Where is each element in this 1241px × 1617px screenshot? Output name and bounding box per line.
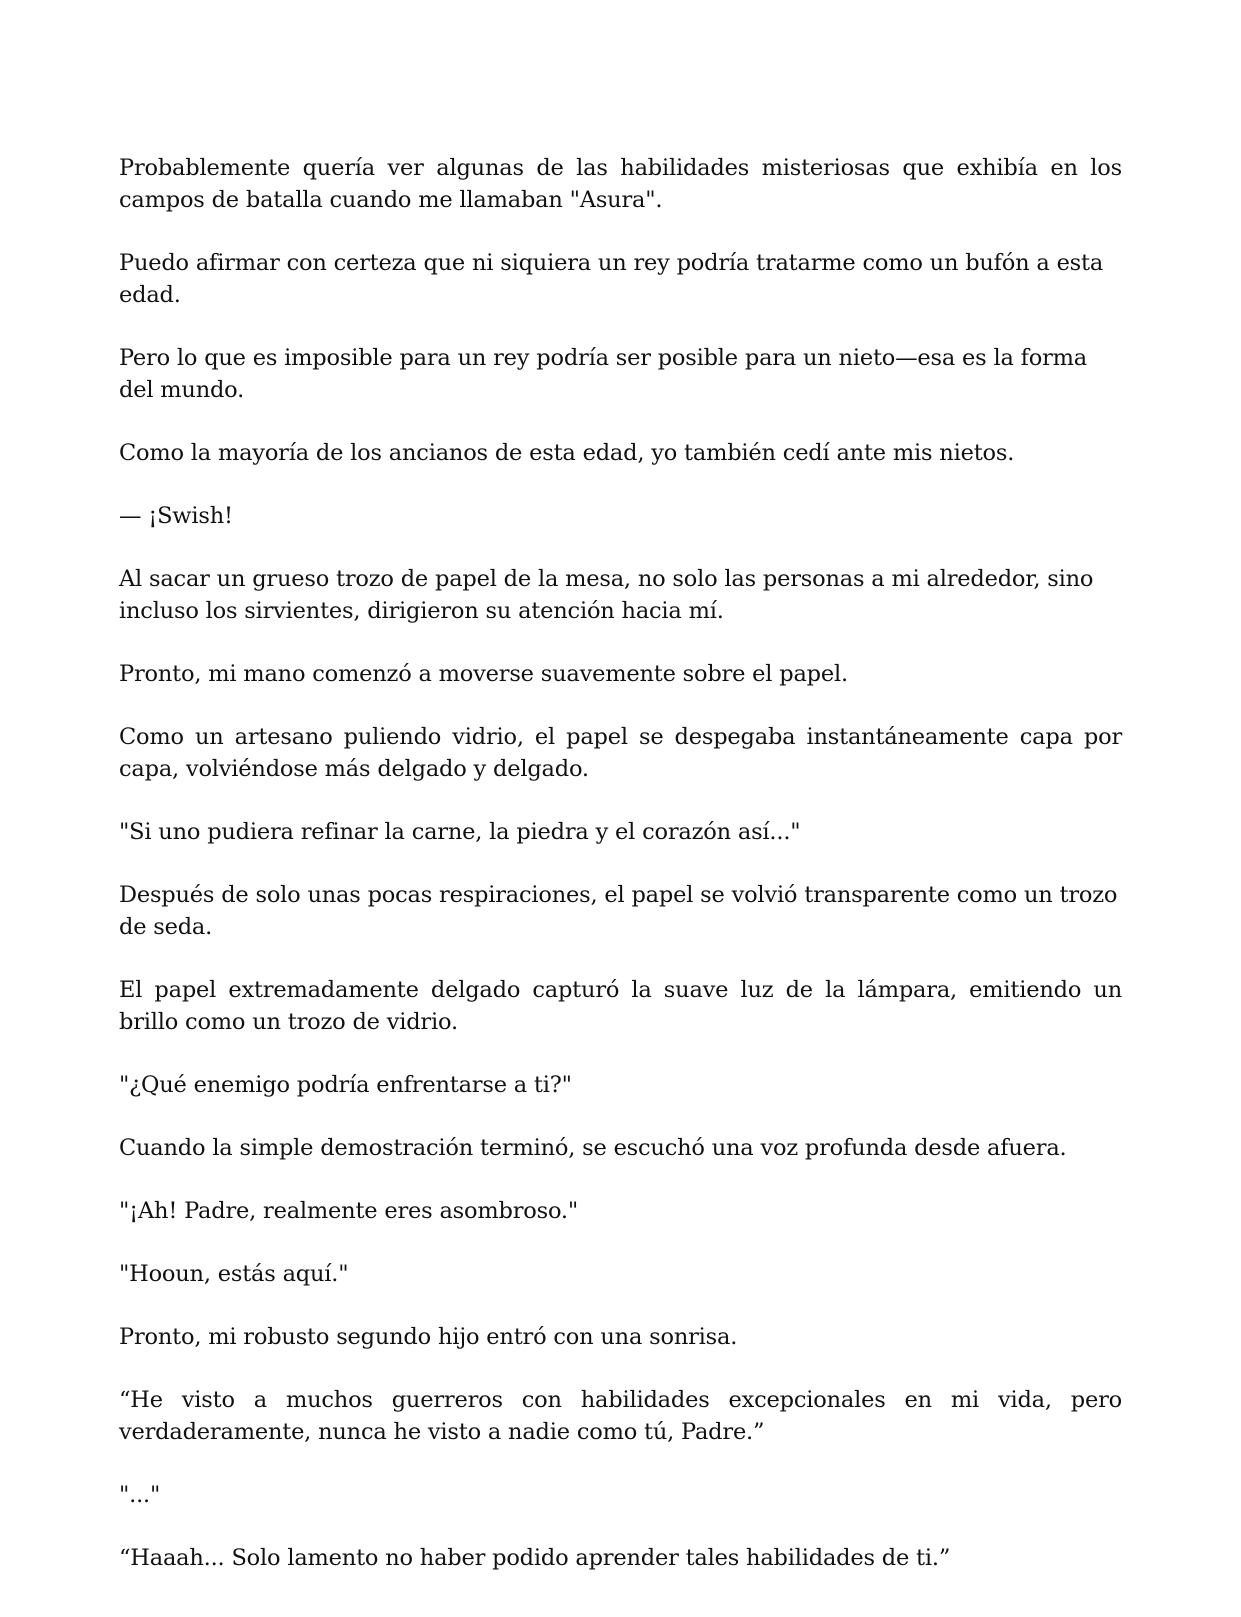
- document-page: [119, 152, 1122, 1605]
- paragraph-13: Cuando la simple demostración terminó, se escuchó una voz profunda desde afuera.: [119, 1135, 1067, 1161]
- paragraph-14: "¡Ah! Padre, realmente eres asombroso.": [119, 1198, 579, 1224]
- paragraph-7: Pronto, mi mano comenzó a moverse suavemente sobre el papel.: [119, 661, 848, 687]
- paragraph-19: “Haaah... Solo lamento no haber podido aprender tales habilidades de ti.”: [119, 1545, 951, 1571]
- paragraph-10: Después de solo unas pocas respiraciones, el papel se volvió transparente como un trozo de seda.: [119, 882, 1118, 940]
- paragraph-12: "¿Qué enemigo podría enfrentarse a ti?": [119, 1072, 572, 1098]
- paragraph-2: Puedo afirmar con certeza que ni siquiera un rey podría tratarme como un bufón a esta edad.: [119, 250, 1104, 308]
- paragraph-1: Probablemente quería ver algunas de las habilidades misteriosas que exhibía en los campos de batalla cuando me llamaban "Asura".: [119, 155, 1122, 213]
- paragraph-16: Pronto, mi robusto segundo hijo entró con una sonrisa.: [119, 1324, 738, 1350]
- paragraph-18: "...": [119, 1482, 161, 1508]
- paragraph-4: Como la mayoría de los ancianos de esta edad, yo también cedí ante mis nietos.: [119, 440, 1015, 466]
- paragraph-17: “He visto a muchos guerreros con habilidades excepcionales en mi vida, pero verdaderamente, nunca he visto a nadie como tú, Padre.”: [119, 1387, 1122, 1445]
- paragraph-15: "Hooun, estás aquí.": [119, 1261, 349, 1287]
- paragraph-5: — ¡Swish!: [119, 503, 233, 529]
- paragraph-6: Al sacar un grueso trozo de papel de la mesa, no solo las personas a mi alrededor, sino incluso los sirvientes, dirigieron su atención hacia mí.: [119, 566, 1094, 624]
- paragraph-9: "Si uno pudiera refinar la carne, la piedra y el corazón así...": [119, 819, 801, 845]
- paragraph-3: Pero lo que es imposible para un rey podría ser posible para un nieto—esa es la forma del mundo.: [119, 345, 1088, 403]
- paragraph-11: El papel extremadamente delgado capturó la suave luz de la lámpara, emitiendo un brillo como un trozo de vidrio.: [119, 977, 1122, 1035]
- paragraph-8: Como un artesano puliendo vidrio, el papel se despegaba instantáneamente capa por capa, volviéndose más delgado y delgado.: [119, 724, 1122, 782]
